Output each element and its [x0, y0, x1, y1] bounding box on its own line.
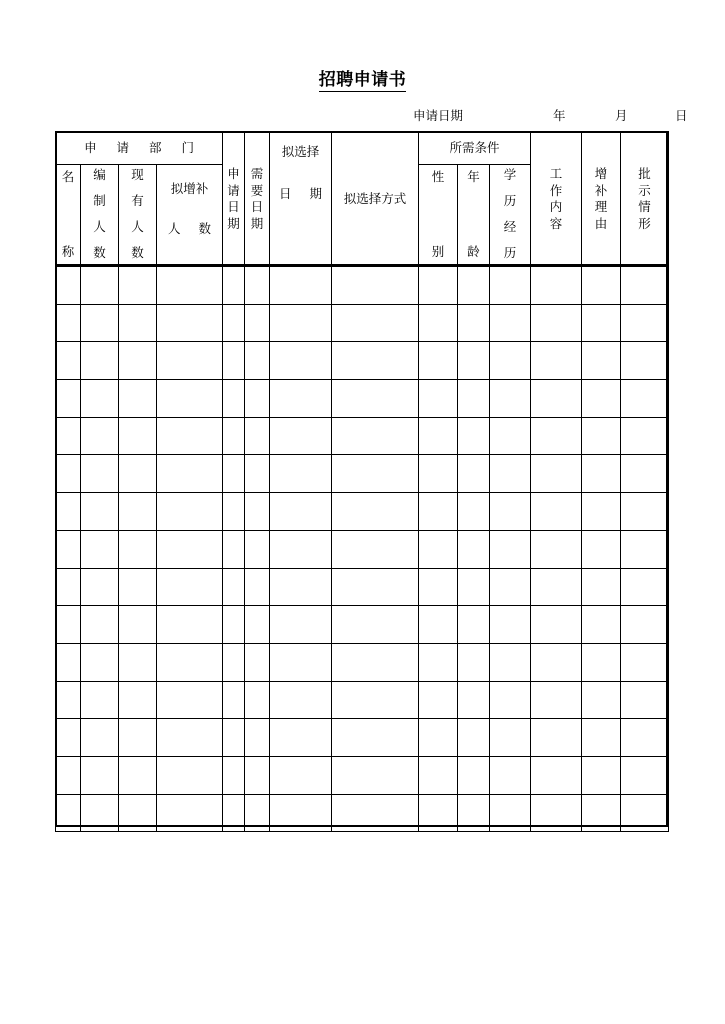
table-cell[interactable] — [270, 681, 332, 719]
table-row — [56, 267, 669, 305]
table-cell[interactable] — [270, 304, 332, 342]
day-label: 日 — [675, 108, 688, 123]
table-cell[interactable] — [56, 417, 81, 455]
table-cell[interactable] — [531, 719, 582, 757]
table-cell[interactable] — [582, 530, 621, 568]
table-row — [56, 455, 669, 493]
header-select-date — [270, 132, 332, 267]
table-cell[interactable] — [490, 455, 531, 493]
table-cell[interactable] — [81, 417, 119, 455]
table-cell[interactable] — [157, 342, 223, 380]
page-title — [0, 70, 725, 92]
table-cell[interactable] — [332, 719, 419, 757]
table-row — [56, 342, 669, 380]
table-cell[interactable] — [621, 794, 669, 832]
table-cell[interactable] — [157, 380, 223, 418]
table-row — [56, 530, 669, 568]
table-cell[interactable] — [458, 719, 490, 757]
table-cell[interactable] — [332, 342, 419, 380]
header-approval-vtext: 批 示 情 形 — [638, 166, 651, 231]
table-cell[interactable] — [332, 568, 419, 606]
table-cell[interactable] — [119, 794, 157, 832]
table-cell[interactable] — [531, 756, 582, 794]
table-cell[interactable] — [531, 304, 582, 342]
application-date-label: 申请日期 — [413, 108, 464, 123]
table-cell[interactable] — [621, 606, 669, 644]
table-cell[interactable] — [245, 606, 270, 644]
table-cell[interactable] — [223, 267, 245, 305]
table-cell[interactable] — [81, 681, 119, 719]
table-cell[interactable] — [119, 606, 157, 644]
table-cell[interactable] — [56, 455, 81, 493]
table-cell[interactable] — [621, 681, 669, 719]
table-cell[interactable] — [531, 681, 582, 719]
table-cell[interactable] — [56, 267, 81, 305]
table-cell[interactable] — [119, 380, 157, 418]
table-row — [56, 304, 669, 342]
table-cell[interactable] — [81, 719, 119, 757]
table-cell[interactable] — [245, 342, 270, 380]
table-row — [56, 606, 669, 644]
table-cell[interactable] — [582, 417, 621, 455]
table-cell[interactable] — [490, 530, 531, 568]
table-cell[interactable] — [270, 493, 332, 531]
table-cell[interactable] — [223, 606, 245, 644]
table-cell[interactable] — [81, 455, 119, 493]
table-cell[interactable] — [458, 643, 490, 681]
header-need-date-vtext: 需 要 日 期 — [250, 166, 264, 231]
header-job-content-vtext: 工 作 内 容 — [549, 166, 563, 231]
table-cell[interactable] — [490, 756, 531, 794]
header-current-qty-vtext: 现 有 人 数 — [131, 167, 144, 261]
header-requested-qty — [157, 165, 223, 267]
table-cell[interactable] — [270, 606, 332, 644]
table-cell[interactable] — [332, 380, 419, 418]
table-cell[interactable] — [458, 455, 490, 493]
table-cell[interactable] — [332, 643, 419, 681]
table-cell[interactable] — [223, 756, 245, 794]
table-cell[interactable] — [81, 794, 119, 832]
table-cell[interactable] — [81, 530, 119, 568]
table-cell[interactable] — [332, 455, 419, 493]
table-cell[interactable] — [419, 493, 458, 531]
header-requested-qty-lines: 拟增补 人 数 — [168, 181, 219, 236]
table-cell[interactable] — [270, 267, 332, 305]
table-cell[interactable] — [419, 756, 458, 794]
table-cell[interactable] — [621, 380, 669, 418]
table-cell[interactable] — [157, 756, 223, 794]
table-cell[interactable] — [119, 342, 157, 380]
table-cell[interactable] — [419, 342, 458, 380]
table-cell[interactable] — [531, 568, 582, 606]
table-cell[interactable] — [419, 681, 458, 719]
table-cell[interactable] — [245, 719, 270, 757]
table-cell[interactable] — [531, 530, 582, 568]
table-cell[interactable] — [419, 530, 458, 568]
header-age — [458, 165, 490, 267]
header-education-vtext: 学 历 经 历 — [503, 167, 517, 261]
table-cell[interactable] — [458, 380, 490, 418]
table-cell[interactable] — [81, 380, 119, 418]
table-cell[interactable] — [621, 568, 669, 606]
header-authorized-qty — [81, 165, 119, 267]
table-cell[interactable] — [621, 643, 669, 681]
table-cell[interactable] — [270, 455, 332, 493]
table-row — [56, 719, 669, 757]
header-authorized-qty-vtext: 编 制 人 数 — [93, 167, 106, 261]
table-cell[interactable] — [458, 417, 490, 455]
table-cell[interactable] — [458, 530, 490, 568]
table-cell[interactable] — [531, 493, 582, 531]
table-cell[interactable] — [245, 417, 270, 455]
table-cell[interactable] — [245, 530, 270, 568]
table-cell[interactable] — [332, 530, 419, 568]
table-cell[interactable] — [245, 643, 270, 681]
header-education — [490, 165, 531, 267]
table-cell[interactable] — [458, 681, 490, 719]
table-cell[interactable] — [56, 794, 81, 832]
table-cell[interactable] — [245, 756, 270, 794]
table-cell[interactable] — [245, 380, 270, 418]
table-cell[interactable] — [582, 455, 621, 493]
table-cell[interactable] — [490, 493, 531, 531]
table-cell[interactable] — [582, 568, 621, 606]
table-cell[interactable] — [419, 455, 458, 493]
table-cell[interactable] — [621, 267, 669, 305]
table-cell[interactable] — [245, 493, 270, 531]
application-date-line — [55, 106, 688, 126]
table-cell[interactable] — [490, 794, 531, 832]
table-cell[interactable] — [582, 380, 621, 418]
table-cell[interactable] — [56, 530, 81, 568]
table-cell[interactable] — [157, 455, 223, 493]
table-cell[interactable] — [157, 643, 223, 681]
table-cell[interactable] — [582, 794, 621, 832]
table-cell[interactable] — [621, 756, 669, 794]
table-cell[interactable] — [223, 530, 245, 568]
table-cell[interactable] — [621, 493, 669, 531]
table-row — [56, 756, 669, 794]
header-select-method-text: 拟选择方式 — [343, 191, 407, 207]
table-cell[interactable] — [81, 756, 119, 794]
table-cell[interactable] — [157, 719, 223, 757]
table-cell[interactable] — [56, 493, 81, 531]
table-cell[interactable] — [490, 380, 531, 418]
table-row — [56, 794, 669, 832]
table-cell[interactable] — [531, 417, 582, 455]
table-cell[interactable] — [531, 794, 582, 832]
table-cell[interactable] — [419, 417, 458, 455]
table-cell[interactable] — [223, 794, 245, 832]
table-cell[interactable] — [119, 568, 157, 606]
table-cell[interactable] — [157, 304, 223, 342]
table-cell[interactable] — [531, 342, 582, 380]
table-cell[interactable] — [582, 267, 621, 305]
table-cell[interactable] — [81, 267, 119, 305]
table-cell[interactable] — [119, 719, 157, 757]
header-name-vtext: 名 称 — [61, 169, 75, 259]
table-cell[interactable] — [531, 380, 582, 418]
table-cell[interactable] — [223, 719, 245, 757]
table-cell[interactable] — [419, 568, 458, 606]
table-cell[interactable] — [332, 304, 419, 342]
table-cell[interactable] — [332, 756, 419, 794]
header-current-qty — [119, 165, 157, 267]
table-cell[interactable] — [490, 342, 531, 380]
table-cell[interactable] — [419, 304, 458, 342]
table-cell[interactable] — [223, 568, 245, 606]
header-gender-vtext: 性 别 — [431, 169, 445, 259]
table-cell[interactable] — [270, 417, 332, 455]
table-cell[interactable] — [119, 455, 157, 493]
table-cell[interactable] — [245, 794, 270, 832]
table-cell[interactable] — [157, 267, 223, 305]
table-cell[interactable] — [490, 606, 531, 644]
table-cell[interactable] — [56, 719, 81, 757]
table-cell[interactable] — [119, 417, 157, 455]
table-cell[interactable] — [531, 267, 582, 305]
header-reason-vtext: 增 补 理 由 — [594, 166, 608, 231]
table-cell[interactable] — [81, 342, 119, 380]
table-cell[interactable] — [419, 380, 458, 418]
table-cell[interactable] — [332, 417, 419, 455]
table-cell[interactable] — [56, 380, 81, 418]
table-cell[interactable] — [458, 568, 490, 606]
table-cell[interactable] — [531, 606, 582, 644]
table-cell[interactable] — [332, 267, 419, 305]
table-cell[interactable] — [458, 304, 490, 342]
table-cell[interactable] — [621, 342, 669, 380]
table-cell[interactable] — [531, 455, 582, 493]
header-group-row — [56, 132, 669, 165]
header-age-vtext: 年 龄 — [467, 169, 480, 259]
table-cell[interactable] — [270, 794, 332, 832]
table-cell[interactable] — [56, 681, 81, 719]
table-cell[interactable] — [157, 568, 223, 606]
table-cell[interactable] — [223, 493, 245, 531]
table-cell[interactable] — [458, 756, 490, 794]
table-cell[interactable] — [81, 606, 119, 644]
header-job-content — [531, 132, 582, 267]
table-cell[interactable] — [81, 643, 119, 681]
table-cell[interactable] — [270, 342, 332, 380]
table-cell[interactable] — [419, 267, 458, 305]
table-cell[interactable] — [419, 794, 458, 832]
table-cell[interactable] — [582, 342, 621, 380]
table-cell[interactable] — [490, 568, 531, 606]
table-cell[interactable] — [157, 681, 223, 719]
table-cell[interactable] — [245, 267, 270, 305]
table-cell[interactable] — [119, 530, 157, 568]
table-cell[interactable] — [582, 304, 621, 342]
page-title-text: 招聘申请书 — [318, 70, 407, 90]
table-cell[interactable] — [223, 681, 245, 719]
table-cell[interactable] — [157, 493, 223, 531]
table-cell[interactable] — [582, 719, 621, 757]
table-cell[interactable] — [621, 417, 669, 455]
table-cell[interactable] — [270, 568, 332, 606]
year-label: 年 — [553, 108, 566, 123]
header-gender — [419, 165, 458, 267]
table-cell[interactable] — [582, 681, 621, 719]
table-row — [56, 380, 669, 418]
table-cell[interactable] — [56, 756, 81, 794]
table-cell[interactable] — [157, 530, 223, 568]
table-cell[interactable] — [245, 568, 270, 606]
table-cell[interactable] — [582, 606, 621, 644]
table-cell[interactable] — [119, 681, 157, 719]
table-row — [56, 643, 669, 681]
table-cell[interactable] — [223, 455, 245, 493]
table-cell[interactable] — [81, 493, 119, 531]
table-cell[interactable] — [56, 304, 81, 342]
recruitment-application-table — [55, 131, 669, 832]
table-cell[interactable] — [245, 681, 270, 719]
table-cell[interactable] — [157, 606, 223, 644]
table-cell[interactable] — [270, 643, 332, 681]
table-cell[interactable] — [223, 643, 245, 681]
table-cell[interactable] — [531, 643, 582, 681]
table-cell[interactable] — [490, 643, 531, 681]
table-cell[interactable] — [458, 606, 490, 644]
table-cell[interactable] — [458, 493, 490, 531]
table-cell[interactable] — [458, 267, 490, 305]
header-apply-date-vtext: 申 请 日 期 — [227, 166, 240, 231]
table-cell[interactable] — [490, 719, 531, 757]
table-cell[interactable] — [332, 681, 419, 719]
table-cell[interactable] — [56, 643, 81, 681]
table-cell[interactable] — [119, 643, 157, 681]
table-cell[interactable] — [419, 643, 458, 681]
header-reason — [582, 132, 621, 267]
table-cell[interactable] — [223, 342, 245, 380]
table-cell[interactable] — [223, 417, 245, 455]
table-row — [56, 493, 669, 531]
table-cell[interactable] — [490, 267, 531, 305]
table-cell[interactable] — [245, 304, 270, 342]
table-row — [56, 681, 669, 719]
table-cell[interactable] — [490, 417, 531, 455]
table-cell[interactable] — [270, 530, 332, 568]
header-need-date — [245, 132, 270, 267]
table-cell[interactable] — [458, 342, 490, 380]
table-cell[interactable] — [157, 417, 223, 455]
table-cell[interactable] — [582, 493, 621, 531]
table-cell[interactable] — [419, 606, 458, 644]
table-cell[interactable] — [458, 794, 490, 832]
header-select-method — [332, 132, 419, 267]
table-cell[interactable] — [582, 756, 621, 794]
table-cell[interactable] — [119, 493, 157, 531]
table-cell[interactable] — [56, 342, 81, 380]
header-apply-date — [223, 132, 245, 267]
table-body — [56, 132, 669, 832]
group-header-conditions: 所需条件 — [419, 132, 531, 165]
table-cell[interactable] — [419, 719, 458, 757]
table-cell[interactable] — [119, 304, 157, 342]
table-cell[interactable] — [332, 794, 419, 832]
table-cell[interactable] — [490, 681, 531, 719]
table-cell[interactable] — [56, 606, 81, 644]
header-select-date-lines: 拟选择 日 期 — [279, 144, 330, 201]
table-cell[interactable] — [270, 719, 332, 757]
table-cell[interactable] — [270, 380, 332, 418]
table-cell[interactable] — [270, 756, 332, 794]
table-cell[interactable] — [157, 794, 223, 832]
table-cell[interactable] — [621, 304, 669, 342]
table-cell[interactable] — [582, 643, 621, 681]
table-cell[interactable] — [56, 568, 81, 606]
table-cell[interactable] — [621, 530, 669, 568]
month-label: 月 — [615, 108, 628, 123]
table-cell[interactable] — [245, 455, 270, 493]
table-cell[interactable] — [119, 756, 157, 794]
table-cell[interactable] — [621, 455, 669, 493]
header-name — [56, 165, 81, 267]
table-cell[interactable] — [621, 719, 669, 757]
header-approval — [621, 132, 669, 267]
table-cell[interactable] — [81, 304, 119, 342]
table-cell[interactable] — [81, 568, 119, 606]
table-cell[interactable] — [223, 380, 245, 418]
table-cell[interactable] — [119, 267, 157, 305]
group-header-department: 申 请 部 门 — [56, 132, 223, 165]
table-cell[interactable] — [332, 606, 419, 644]
table-cell[interactable] — [332, 493, 419, 531]
table-cell[interactable] — [223, 304, 245, 342]
table-row — [56, 417, 669, 455]
table-row — [56, 568, 669, 606]
table-cell[interactable] — [490, 304, 531, 342]
